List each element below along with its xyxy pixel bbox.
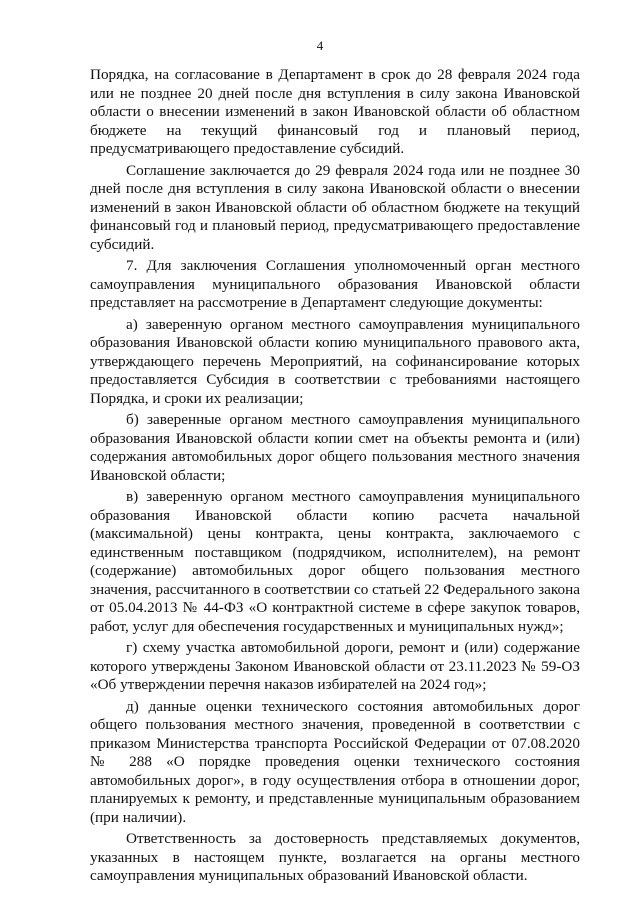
list-item: а) заверенную органом местного самоуправления муниципального образования Ивановской области копию муниципального правового акта, утверждающего перечень Мероприятий, на софинансирование которых предоставляется Субсидия в соответствии с требованиями настоящего Порядка, и сроки их реализации; [90, 315, 580, 407]
list-item: в) заверенную органом местного самоуправления муниципального образования Ивановской области копию расчета начальной (максимальной) цены контракта, цены контракта, заключаемого с единственным поставщиком (подрядчиком, исполнителем), на ремонт (содержание) автомобильных дорог общего пользования местного значения, рассчитанного в соответствии со статьей 22 Федерального закона от 05.04.2013 № 44-ФЗ «О контрактной системе в сфере закупок товаров, работ, услуг для обеспечения государственных и муниципальных нужд»; [90, 488, 580, 635]
paragraph: 7. Для заключения Соглашения уполномоченный орган местного самоуправления муниципального образования Ивановской области представляет на рассмотрение в Департамент следующие документы: [90, 257, 580, 311]
page-number: 4 [316, 38, 324, 53]
paragraph: Ответственность за достоверность представляемых документов, указанных в настоящем пункте, возлагается на органы местного самоуправления муниципальных образований Ивановской области. [90, 830, 580, 884]
paragraph: Порядка, на согласование в Департамент в срок до 28 февраля 2024 года или не позднее 20 дней после дня вступления в силу закона Ивановской области о внесении изменений в закон Ивановской области об областном бюджете на текущий финансовый год и плановый период, предусматривающего предоставление субсидий. [90, 66, 580, 157]
list-item: б) заверенные органом местного самоуправления муниципального образования Ивановской области копии смет на объекты ремонта и (или) содержания автомобильных дорог общего пользования местного значения Ивановской области; [90, 411, 580, 484]
paragraph: Соглашение заключается до 29 февраля 2024 года или не позднее 30 дней после дня вступления в силу закона Ивановской области о внесении изменений в закон Ивановской области об областном бюджете на текущий финансовый год и плановый период, предусматривающего предоставление субсидий. [90, 161, 580, 253]
list-item: д) данные оценки технического состояния автомобильных дорог общего пользования местного значения, проведенной в соответствии с приказом Министерства транспорта Российской Федерации от 07.08.2020 № 288 «О порядке проведения оценки технического состояния автомобильных дорог», в году осуществления отбора в отношении дорог, планируемых к ремонту, и представленные муниципальным образованием (при наличии). [90, 697, 580, 826]
document-body [90, 66, 580, 889]
list-item: г) схему участка автомобильной дороги, ремонт и (или) содержание которого утверждены Законом Ивановской области от 23.11.2023 № 59-ОЗ «Об утверждении перечня наказов избирателей на 2024 год»; [90, 639, 580, 693]
